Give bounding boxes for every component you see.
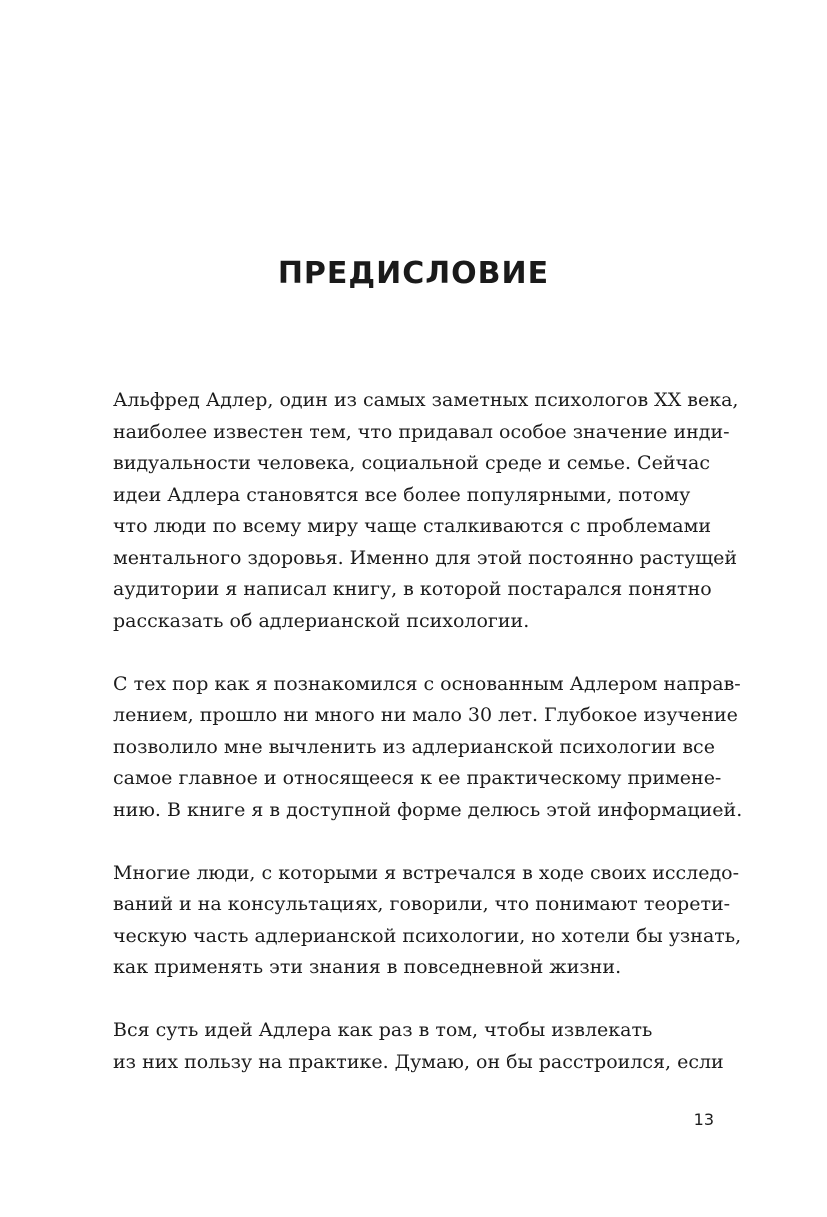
chapter-title: ПРЕДИСЛОВИЕ	[277, 256, 550, 291]
text-line: С тех пор как я познакомился с основанным Адлером направ-	[113, 672, 741, 695]
text-line: ментального здоровья. Именно для этой постоянно растущей	[113, 546, 738, 569]
text-line: ваний и на консультациях, говорили, что понимают теорети-	[113, 893, 731, 915]
text-line: из них пользу на практике. Думаю, он бы расстроился, если	[113, 1050, 724, 1073]
text-line: Многие люди, с которыми я встречался в ходе своих исследо-	[113, 861, 740, 884]
text-line: идеи Адлера становятся все более популярными, потому	[113, 483, 691, 506]
paragraph-4	[113, 1015, 723, 1078]
text-line: что люди по всему миру чаще сталкиваются с проблемами	[113, 515, 712, 537]
text-line: как применять эти знания в повседневной жизни.	[113, 956, 622, 978]
text-line: лением, прошло ни много ни мало 30 лет. Глубокое изучение	[113, 704, 738, 726]
text-line: ческую часть адлерианской психологии, но хотели бы узнать,	[113, 924, 742, 947]
text-line: Вся суть идей Адлера как раз в том, чтобы извлекать	[113, 1019, 653, 1041]
text-line: наиболее известен тем, что придавал особое значение инди-	[113, 420, 730, 443]
text-line: нию. В книге я в доступной форме делюсь этой информацией.	[113, 798, 743, 821]
text-line: самое главное и относящееся к ее практическому примене-	[113, 767, 722, 789]
page-number: 13	[693, 1110, 714, 1129]
text-line: аудитории я написал книгу, в которой постарался понятно	[113, 578, 712, 600]
paragraph-1	[113, 385, 739, 637]
text-line: рассказать об адлерианской психологии.	[113, 609, 530, 632]
text-line: позволило мне вычленить из адлерианской психологии все	[113, 735, 715, 758]
body-text	[113, 385, 743, 1110]
paragraph-3	[113, 858, 742, 984]
text-line: Альфред Адлер, один из самых заметных психологов XX века,	[113, 389, 739, 411]
text-line: видуальности человека, социальной среде и семье. Сейчас	[113, 452, 711, 474]
paragraph-2	[113, 669, 743, 827]
